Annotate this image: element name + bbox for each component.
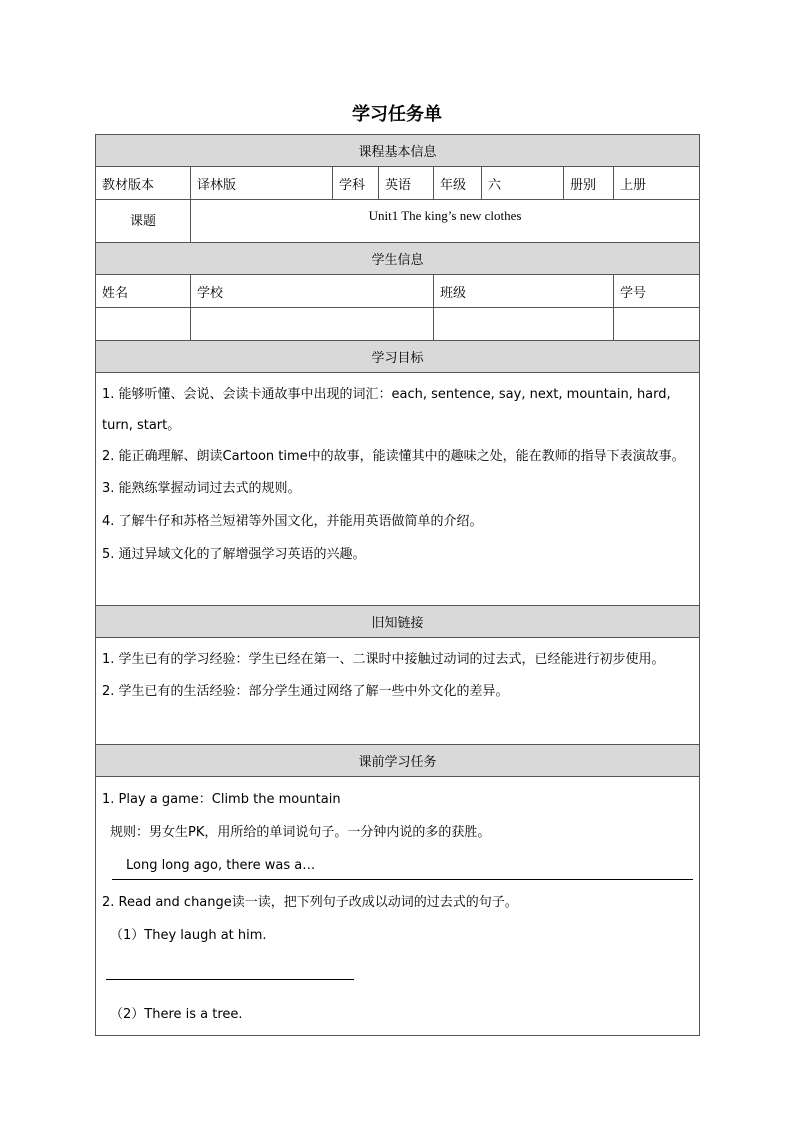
number-label: 学号 (614, 275, 700, 308)
prior-item: 1. 学生已有的学习经验：学生已经在第一、二课时中接触过动词的过去式，已经能进行初步使用。 (102, 652, 665, 667)
student-info-header-row (96, 243, 700, 275)
pre-tasks-row (96, 777, 700, 1036)
prior-header-row (96, 606, 700, 638)
class-label: 班级 (434, 275, 614, 308)
pre-tasks-cell (96, 777, 700, 1036)
answer-blank-line[interactable] (106, 978, 354, 980)
prior-header: 旧知链接 (96, 606, 700, 638)
prior-item: 2. 学生已有的生活经验：部分学生通过网络了解一些中外文化的差异。 (102, 684, 509, 699)
textbook-value: 译林版 (191, 167, 333, 200)
class-field[interactable] (434, 308, 614, 341)
task-sheet-table (95, 134, 700, 1036)
course-info-header: 课程基本信息 (96, 135, 700, 167)
objectives-header-row (96, 341, 700, 373)
course-info-row (96, 167, 700, 200)
objective-item: 1. 能够听懂、会说、会读卡通故事中出现的词汇：each, sentence, say, next, mountain, hard, turn, start。 (102, 387, 671, 433)
textbook-label: 教材版本 (96, 167, 191, 200)
volume-label: 册别 (564, 167, 614, 200)
topic-value: Unit1 The king’s new clothes (191, 200, 700, 243)
prior-cell (96, 638, 700, 745)
objective-item: 2. 能正确理解、朗读Cartoon time中的故事，能读懂其中的趣味之处，能在教师的指导下表演故事。 (102, 449, 685, 464)
task-1-rule: 规则：男女生PK，用所给的单词说句子。一分钟内说的多的获胜。 (110, 825, 491, 840)
grade-label: 年级 (434, 167, 482, 200)
grade-value: 六 (482, 167, 564, 200)
student-info-header: 学生信息 (96, 243, 700, 275)
task-2: 2. Read and change读一读，把下列句子改成以动词的过去式的句子。 (102, 895, 518, 910)
objectives-cell (96, 373, 700, 606)
prior-row (96, 638, 700, 745)
objective-item: 4. 了解牛仔和苏格兰短裙等外国文化，并能用英语做简单的介绍。 (102, 514, 483, 529)
school-field[interactable] (191, 308, 434, 341)
volume-value: 上册 (614, 167, 700, 200)
course-info-header-row (96, 135, 700, 167)
subject-value: 英语 (379, 167, 434, 200)
school-label: 学校 (191, 275, 434, 308)
example-sentence-line[interactable]: Long long ago, there was a… (112, 855, 693, 880)
name-field[interactable] (96, 308, 191, 341)
task-2-item-2: （2）There is a tree. (110, 1007, 243, 1022)
name-label: 姓名 (96, 275, 191, 308)
objective-item: 3. 能熟练掌握动词过去式的规则。 (102, 481, 301, 496)
pre-tasks-header: 课前学习任务 (96, 745, 700, 777)
student-input-row (96, 308, 700, 341)
task-1: 1. Play a game：Climb the mountain (102, 792, 341, 807)
objective-item: 5. 通过异域文化的了解增强学习英语的兴趣。 (102, 547, 366, 562)
objectives-header: 学习目标 (96, 341, 700, 373)
objectives-row (96, 373, 700, 606)
task-2-item-1: （1）They laugh at him. (110, 928, 267, 943)
page-title: 学习任务单 (352, 104, 442, 125)
subject-label: 学科 (333, 167, 379, 200)
topic-row (96, 200, 700, 243)
topic-label: 课题 (96, 200, 191, 243)
pre-tasks-header-row (96, 745, 700, 777)
number-field[interactable] (614, 308, 700, 341)
student-label-row (96, 275, 700, 308)
